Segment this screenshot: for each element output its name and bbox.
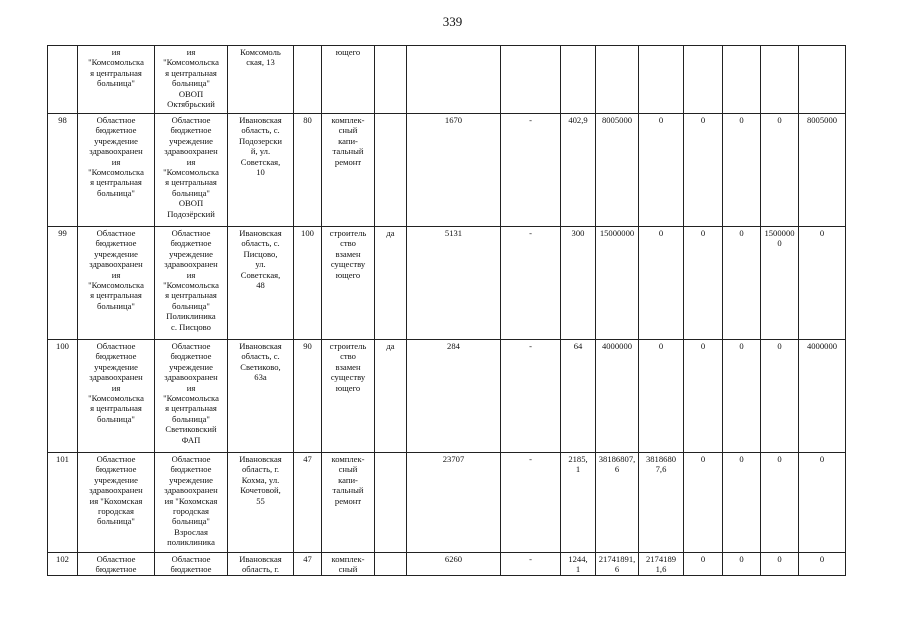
table-row — [48, 227, 846, 340]
flag-cell — [375, 453, 407, 553]
total-cost-cell: 4000000 — [596, 340, 639, 453]
year-3-cell: 0 — [723, 553, 761, 576]
flag-cell — [375, 553, 407, 576]
year-1-cell: 0 — [639, 227, 684, 340]
year-5-cell: 0 — [799, 453, 846, 553]
capacity-cell: 47 — [294, 453, 322, 553]
total-cost-cell: 38186807, 6 — [596, 453, 639, 553]
year-2-cell: 0 — [684, 227, 723, 340]
year-3-cell: 0 — [723, 453, 761, 553]
row-number-cell: 100 — [48, 340, 78, 453]
year-2-cell — [684, 46, 723, 114]
year-4-cell: 1500000 0 — [761, 227, 799, 340]
year-5-cell: 4000000 — [799, 340, 846, 453]
dash-cell: - — [501, 227, 561, 340]
unit-cost-cell: 300 — [561, 227, 596, 340]
registry-body — [48, 46, 846, 576]
object-cell: Областное бюджетное учреждение здравоохранен ия "Комсомольска я центральная больница" ОВОП Подозёрский — [155, 114, 228, 227]
recipient-cell: ия "Комсомольска я центральная больница" — [78, 46, 155, 114]
dash-cell — [501, 46, 561, 114]
unit-cost-cell: 402,9 — [561, 114, 596, 227]
flag-cell: да — [375, 340, 407, 453]
year-3-cell: 0 — [723, 227, 761, 340]
object-cell: Областное бюджетное учреждение здравоохранен ия "Комсомольска я центральная больница" Светиковский ФАП — [155, 340, 228, 453]
area-cell: 5131 — [407, 227, 501, 340]
table-row — [48, 114, 846, 227]
work-type-cell: комплек- сный капи- тальный ремонт — [322, 453, 375, 553]
work-type-cell: ющего — [322, 46, 375, 114]
year-1-cell: 0 — [639, 340, 684, 453]
year-2-cell: 0 — [684, 340, 723, 453]
unit-cost-cell — [561, 46, 596, 114]
registry-table — [47, 45, 846, 576]
capacity-cell: 47 — [294, 553, 322, 576]
year-3-cell: 0 — [723, 114, 761, 227]
flag-cell — [375, 114, 407, 227]
year-2-cell: 0 — [684, 453, 723, 553]
year-4-cell: 0 — [761, 114, 799, 227]
capacity-cell: 90 — [294, 340, 322, 453]
recipient-cell: Областное бюджетное учреждение здравоохранен ия "Комсомольска я центральная больница" — [78, 114, 155, 227]
table-row — [48, 340, 846, 453]
area-cell: 6260 — [407, 553, 501, 576]
year-5-cell — [799, 46, 846, 114]
address-cell: Комсомоль ская, 13 — [228, 46, 294, 114]
row-number-cell: 99 — [48, 227, 78, 340]
year-1-cell: 2174189 1,6 — [639, 553, 684, 576]
dash-cell: - — [501, 114, 561, 227]
area-cell: 1670 — [407, 114, 501, 227]
page-number: 339 — [442, 14, 463, 29]
address-cell: Ивановская область, с. Светиково, 63а — [228, 340, 294, 453]
row-number-cell: 102 — [48, 553, 78, 576]
capacity-cell: 100 — [294, 227, 322, 340]
work-type-cell: строитель ство взамен существу ющего — [322, 227, 375, 340]
year-3-cell: 0 — [723, 340, 761, 453]
address-cell: Ивановская область, с. Писцово, ул. Советская, 48 — [228, 227, 294, 340]
row-number-cell: 101 — [48, 453, 78, 553]
flag-cell — [375, 46, 407, 114]
object-cell: Областное бюджетное — [155, 553, 228, 576]
year-4-cell — [761, 46, 799, 114]
total-cost-cell: 21741891, 6 — [596, 553, 639, 576]
address-cell: Ивановская область, г. Кохма, ул. Кочетовой, 55 — [228, 453, 294, 553]
year-4-cell: 0 — [761, 340, 799, 453]
year-3-cell — [723, 46, 761, 114]
recipient-cell: Областное бюджетное учреждение здравоохранен ия "Комсомольска я центральная больница" — [78, 227, 155, 340]
object-cell: Областное бюджетное учреждение здравоохранен ия "Кохомская городская больница" Взрослая поликлиника — [155, 453, 228, 553]
capacity-cell: 80 — [294, 114, 322, 227]
work-type-cell: строитель ство взамен существу ющего — [322, 340, 375, 453]
capacity-cell — [294, 46, 322, 114]
year-1-cell: 3818680 7,6 — [639, 453, 684, 553]
unit-cost-cell: 1244, 1 — [561, 553, 596, 576]
table-row — [48, 46, 846, 114]
row-number-cell: 98 — [48, 114, 78, 227]
year-2-cell: 0 — [684, 114, 723, 227]
table-row — [48, 453, 846, 553]
year-2-cell: 0 — [684, 553, 723, 576]
year-5-cell: 0 — [799, 553, 846, 576]
dash-cell: - — [501, 340, 561, 453]
total-cost-cell: 8005000 — [596, 114, 639, 227]
area-cell: 284 — [407, 340, 501, 453]
address-cell: Ивановская область, с. Подозерски й, ул. Советская, 10 — [228, 114, 294, 227]
recipient-cell: Областное бюджетное — [78, 553, 155, 576]
table-row — [48, 553, 846, 576]
year-1-cell — [639, 46, 684, 114]
recipient-cell: Областное бюджетное учреждение здравоохранен ия "Комсомольска я центральная больница" — [78, 340, 155, 453]
flag-cell: да — [375, 227, 407, 340]
year-4-cell: 0 — [761, 553, 799, 576]
unit-cost-cell: 2185, 1 — [561, 453, 596, 553]
year-4-cell: 0 — [761, 453, 799, 553]
address-cell: Ивановская область, г. — [228, 553, 294, 576]
row-number-cell — [48, 46, 78, 114]
object-cell: ия "Комсомольска я центральная больница" ОВОП Октябрьский — [155, 46, 228, 114]
work-type-cell: комплек- сный — [322, 553, 375, 576]
recipient-cell: Областное бюджетное учреждение здравоохранен ия "Кохомская городская больница" — [78, 453, 155, 553]
work-type-cell: комплек- сный капи- тальный ремонт — [322, 114, 375, 227]
dash-cell: - — [501, 453, 561, 553]
year-5-cell: 0 — [799, 227, 846, 340]
area-cell — [407, 46, 501, 114]
area-cell: 23707 — [407, 453, 501, 553]
year-5-cell: 8005000 — [799, 114, 846, 227]
object-cell: Областное бюджетное учреждение здравоохранен ия "Комсомольска я центральная больница" Поликлиника с. Писцово — [155, 227, 228, 340]
total-cost-cell: 15000000 — [596, 227, 639, 340]
dash-cell: - — [501, 553, 561, 576]
unit-cost-cell: 64 — [561, 340, 596, 453]
total-cost-cell — [596, 46, 639, 114]
year-1-cell: 0 — [639, 114, 684, 227]
